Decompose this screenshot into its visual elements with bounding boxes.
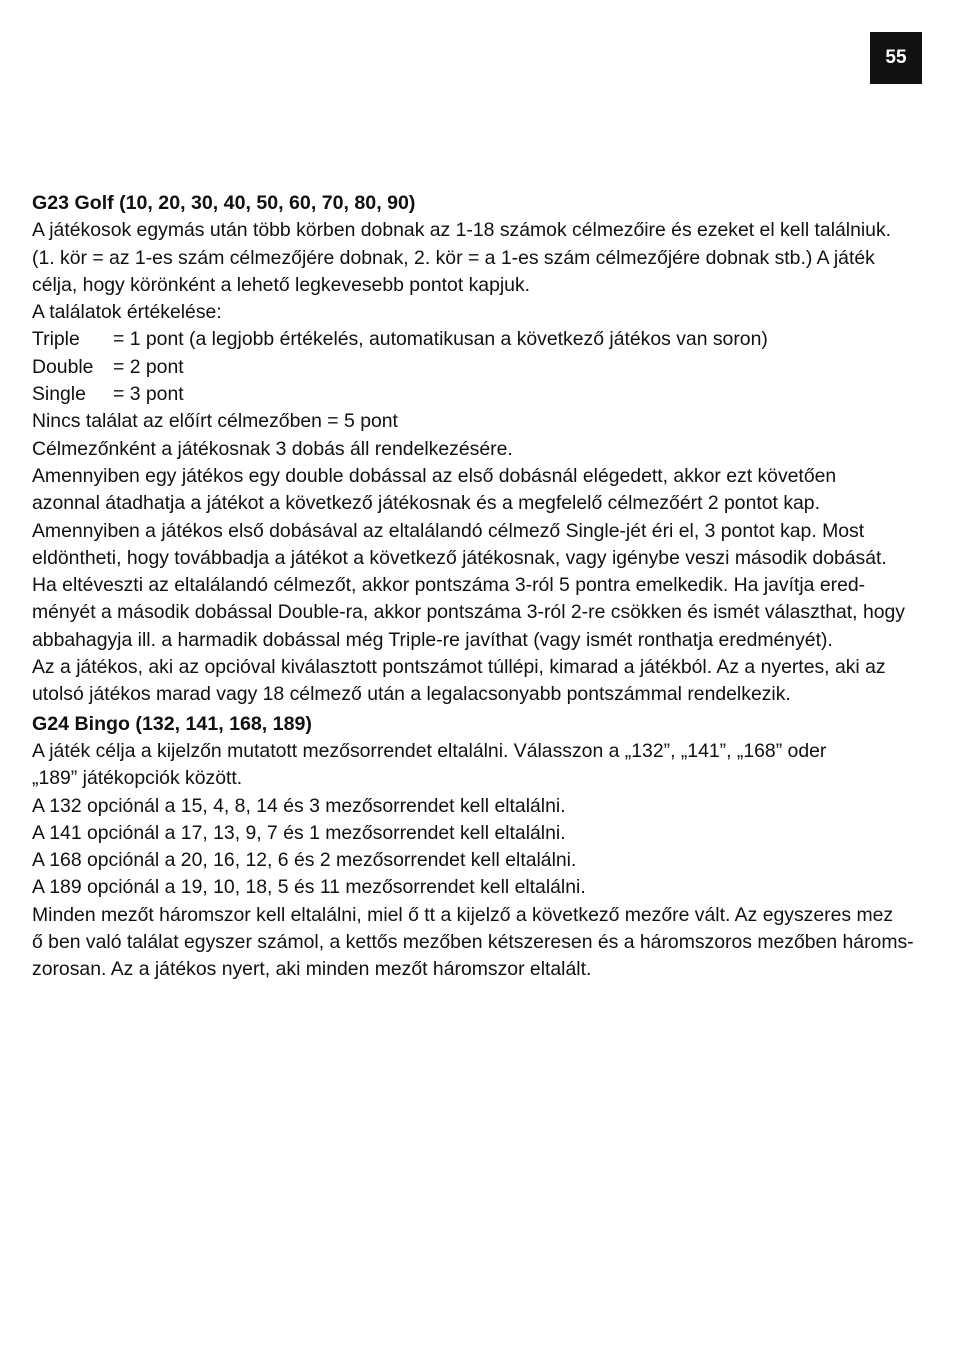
paragraph-line: Amennyiben a játékos első dobásával az eltalálandó célmező Single-jét éri el, 3 pontot kap. Most xyxy=(32,519,865,542)
paragraph-line: A 168 opciónál a 20, 16, 12, 6 és 2 mezősorrendet kell eltalálni. xyxy=(32,849,577,872)
section-heading-g23: G23 Golf (10, 20, 30, 40, 50, 60, 70, 80, 90) xyxy=(32,192,416,214)
page-number: 55 xyxy=(870,32,922,84)
paragraph-line: A játékosok egymás után több körben dobnak az 1-18 számok célmezőire és ezeket el kell találniuk. xyxy=(32,219,892,242)
score-value: = 1 pont (a legjobb értékelés, automatikusan a következő játékos van soron) xyxy=(113,328,768,351)
score-label: Single xyxy=(32,383,86,406)
score-row-single xyxy=(32,381,917,408)
paragraph-line: Amennyiben egy játékos egy double dobással az első dobásnál elégedett, akkor ezt követően xyxy=(32,464,837,487)
paragraph-line: „189” játékopciók között. xyxy=(32,767,243,790)
paragraph-line: ő ben való találat egyszer számol, a kettős mezőben kétszeresen és a háromszoros mezőben hároms- xyxy=(32,931,914,954)
paragraph-line: abbahagyja ill. a harmadik dobással még Triple-re javíthat (vagy ismét ronthatja eredményét). xyxy=(32,628,833,651)
section-heading-g24: G24 Bingo (132, 141, 168, 189) xyxy=(32,712,312,735)
section-g24-bingo xyxy=(32,711,917,984)
paragraph-line: utolsó játékos marad vagy 18 célmező után a legalacsonyabb pontszámmal rendelkezik. xyxy=(32,683,791,706)
paragraph-line: A 132 opciónál a 15, 4, 8, 14 és 3 mezősorrendet kell eltalálni. xyxy=(32,794,566,817)
paragraph-line: A 189 opciónál a 19, 10, 18, 5 és 11 mezősorrendet kell eltalálni. xyxy=(32,876,586,899)
score-label: Triple xyxy=(32,328,80,351)
page-content xyxy=(32,190,917,984)
paragraph-line: (1. kör = az 1-es szám célmezőjére dobnak, 2. kör = a 1-es szám célmezőjére dobnak stb.) A játék xyxy=(32,246,875,269)
score-value: = 3 pont xyxy=(113,383,184,406)
paragraph-line: A találatok értékelése: xyxy=(32,301,222,324)
score-row-double xyxy=(32,354,917,381)
score-row-triple xyxy=(32,326,917,353)
score-value: = 2 pont xyxy=(113,355,184,378)
paragraph-line: ményét a második dobással Double-ra, akkor pontszáma 3-ról 2-re csökken és ismét választhat, hogy xyxy=(32,601,905,624)
paragraph-line: zorosan. Az a játékos nyert, aki minden mezőt háromszor eltalált. xyxy=(32,958,592,981)
paragraph-line: Minden mezőt háromszor kell eltalálni, miel ő tt a kijelző a következő mezőre vált. Az egyszeres mez xyxy=(32,903,894,926)
paragraph-line: Az a játékos, aki az opcióval kiválasztott pontszámot túllépi, kimarad a játékból. Az a nyertes, aki az xyxy=(32,656,886,679)
paragraph-line: A játék célja a kijelzőn mutatott mezősorrendet eltalálni. Válasszon a „132”, „141”, „168” oder xyxy=(32,739,827,762)
score-label: Double xyxy=(32,355,94,378)
paragraph-line: A 141 opciónál a 17, 13, 9, 7 és 1 mezősorrendet kell eltalálni. xyxy=(32,821,566,844)
paragraph-line: Ha eltéveszti az eltalálandó célmezőt, akkor pontszáma 3-ról 5 pontra emelkedik. Ha javítja ered- xyxy=(32,574,866,597)
paragraph-line: azonnal átadhatja a játékot a következő játékosnak és a megfelelő célmezőért 2 pontot kap. xyxy=(32,492,820,515)
section-g23-golf xyxy=(32,190,917,709)
paragraph-line: Nincs találat az előírt célmezőben = 5 pont xyxy=(32,410,398,433)
paragraph-line: Célmezőnként a játékosnak 3 dobás áll rendelkezésére. xyxy=(32,437,513,460)
paragraph-line: célja, hogy körönként a lehető legkevesebb pontot kapjuk. xyxy=(32,273,531,296)
paragraph-line: eldöntheti, hogy továbbadja a játékot a következő játékosnak, vagy igénybe veszi második dobását. xyxy=(32,546,887,569)
